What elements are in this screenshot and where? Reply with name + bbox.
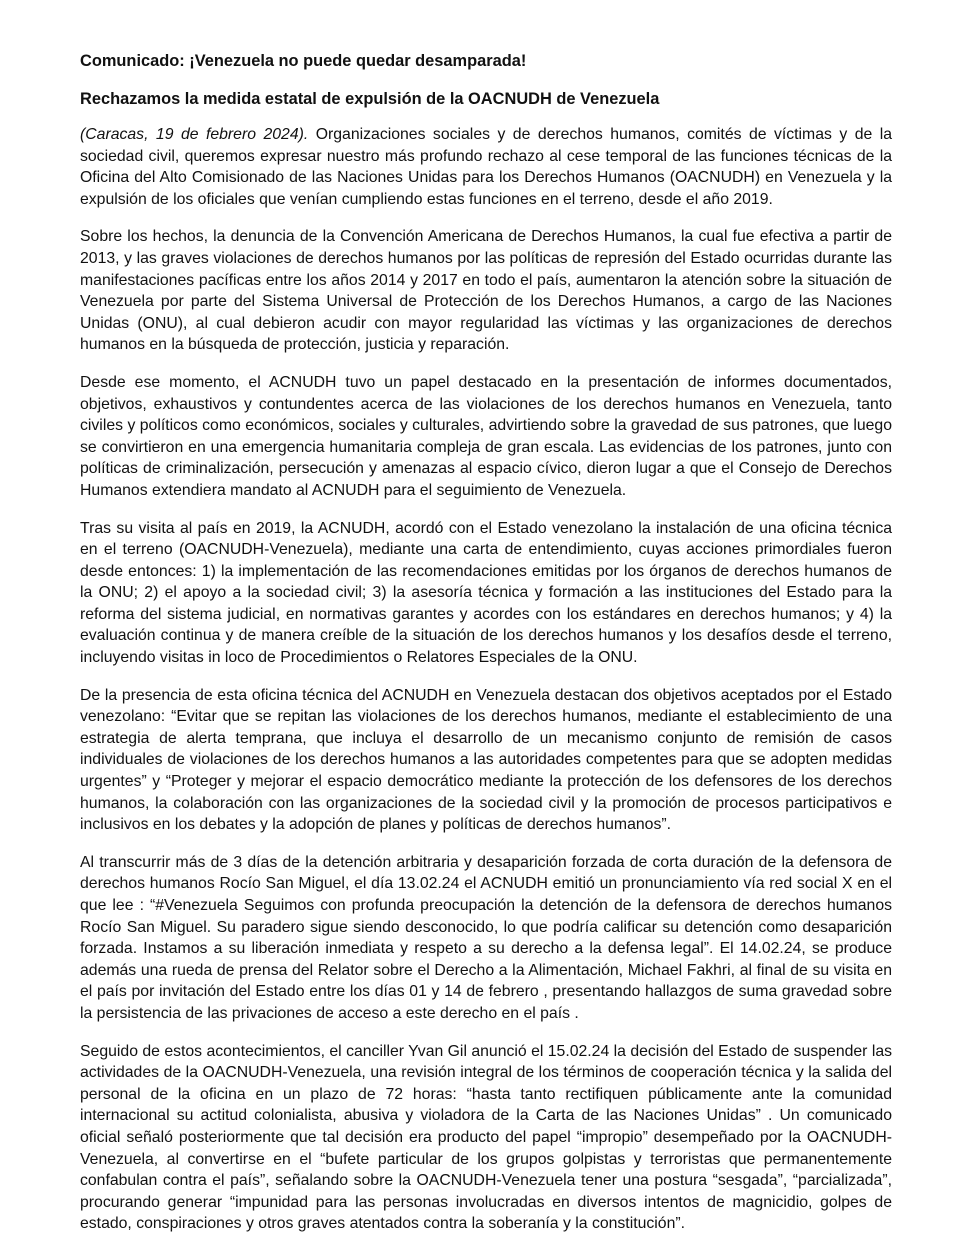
paragraph-5: De la presencia de esta oficina técnica del ACNUDH en Venezuela destacan dos objetivos aceptados por el Estado venezolano: “Evitar que se repitan las violaciones de los derechos humanos, mediante el establecimiento de una estrategia de alerta temprana, que incluya el desarrollo de un mecanismo conjunto de remisión de casos individuales de violaciones de los derechos humanos a las autoridades competentes para que se adopten medidas urgentes” y “Proteger y mejorar el espacio democrático mediante la protección de los defensores de los derechos humanos, la colaboración con las organizaciones de la sociedad civil y la promoción de procesos participativos e inclusivos en los debates y la adopción de planes y políticas de derechos humanos”. (80, 686, 892, 834)
document-page (80, 50, 892, 1251)
paragraph-6: Al transcurrir más de 3 días de la detención arbitraria y desaparición forzada de corta duración de la defensora de derechos humanos Rocío San Miguel, el día 13.02.24 el ACNUDH emitió un pronunciamiento vía red social X en el que lee : “#Venezuela Seguimos con profunda preocupación la detención de la defensora de derechos humanos Rocío San Miguel. Su paradero sigue siendo desconocido, lo que podría calificar su detención como desaparición forzada. Instamos a su liberación inmediata y respeto a su derecho a la defensa legal”. El 14.02.24, se produce además una rueda de prensa del Relator sobre el Derecho a la Alimentación, Michael Fakhri, al final de su visita en el país por invitación del Estado entre los días 01 y 14 de febrero , presentando hallazgos de suma gravedad sobre la persistencia de las privaciones de acceso a este derecho en el país . (80, 853, 892, 1022)
paragraph-3: Desde ese momento, el ACNUDH tuvo un papel destacado en la presentación de informes documentados, objetivos, exhaustivos y contundentes acerca de las violaciones de los derechos humanos en Venezuela, tanto civiles y políticos como económicos, sociales y culturales, advirtiendo sobre la gravedad de sus patrones, que luego se convirtieron en una emergencia humanitaria compleja de gran escala. Las evidencias de los patrones, junto con políticas de criminalización, persecución y amenazas al espacio cívico, dieron lugar a que el Consejo de Derechos Humanos extendiera mandato al ACNUDH para el seguimiento de Venezuela. (80, 373, 892, 499)
paragraph-4: Tras su visita al país en 2019, la ACNUDH, acordó con el Estado venezolano la instalación de una oficina técnica en el terreno (OACNUDH-Venezuela), mediante una carta de entendimiento, cuyas acciones primordiales fueron desde entonces: 1) la implementación de las recomendaciones emitidas por los órganos de derechos humanos de la ONU; 2) el apoyo a la sociedad civil; 3) la asesoría técnica y formación a las instituciones del Estado para la reforma del sistema judicial, en normativas garantes y acordes con los estándares en derechos humanos; y 4) la evaluación continua y de manera creíble de la situación de los derechos humanos y los desafíos desde el terreno, incluyendo visitas in loco de Procedimientos o Relatores Especiales de la ONU. (80, 519, 892, 667)
document-subtitle: Rechazamos la medida estatal de expulsión de la OACNUDH de Venezuela (80, 90, 660, 108)
paragraph-intro-text: Organizaciones sociales y de derechos humanos, comités de víctimas y de la sociedad civil, queremos expresar nuestro más profundo rechazo al cese temporal de las funciones técnicas de la Oficina del Alto Comisionado de las Naciones Unidas para los Derechos Humanos (OACNUDH) en Venezuela y la expulsión de los oficiales que venían cumpliendo estas funciones en el terreno, desde el año 2019. (80, 126, 893, 208)
paragraph-7: Seguido de estos acontecimientos, el canciller Yvan Gil anunció el 15.02.24 la decisión del Estado de suspender las actividades de la OACNUDH-Venezuela, una revisión integral de los términos de cooperación técnica y la salida del personal de la oficina en un plazo de 72 horas: “hasta tanto rectifiquen públicamente ante la comunidad internacional su actitud colonialista, abusiva y violadora de la Carta de las Naciones Unidas” . Un comunicado oficial señaló posteriormente que tal decisión era producto del papel “impropio” desempeñado por la OACNUDH-Venezuela, al convertirse en el “bufete particular de los grupos golpistas y terroristas que permanentemente confabulan contra el país”, señalando sobre la OACNUDH-Venezuela tener una postura “sesgada”, “parcializada”, procurando generar “impunidad para las personas involucradas en diversos intentos de magnicidio, golpes de estado, conspiraciones y otros graves atentados contra la soberanía y la constitución”. (80, 1042, 893, 1233)
paragraph-2: Sobre los hechos, la denuncia de la Convención Americana de Derechos Humanos, la cual fue efectiva a partir de 2013, y las graves violaciones de derechos humanos por las políticas de represión del Estado ocurridas durante las manifestaciones pacíficas entre los años 2014 y 2017 en todo el país, aumentaron la atención sobre la situación de Venezuela por parte del Sistema Universal de Protección de los Derechos Humanos, a cargo de las Naciones Unidas (ONU), al cual debieron acudir con mayor regularidad las víctimas y las organizaciones de derechos humanos en la búsqueda de protección, justicia y reparación. (80, 228, 892, 354)
dateline: (Caracas, 19 de febrero 2024). (80, 126, 309, 143)
paragraph-intro (80, 124, 892, 210)
document-title: Comunicado: ¡Venezuela no puede quedar desamparada! (80, 52, 527, 70)
